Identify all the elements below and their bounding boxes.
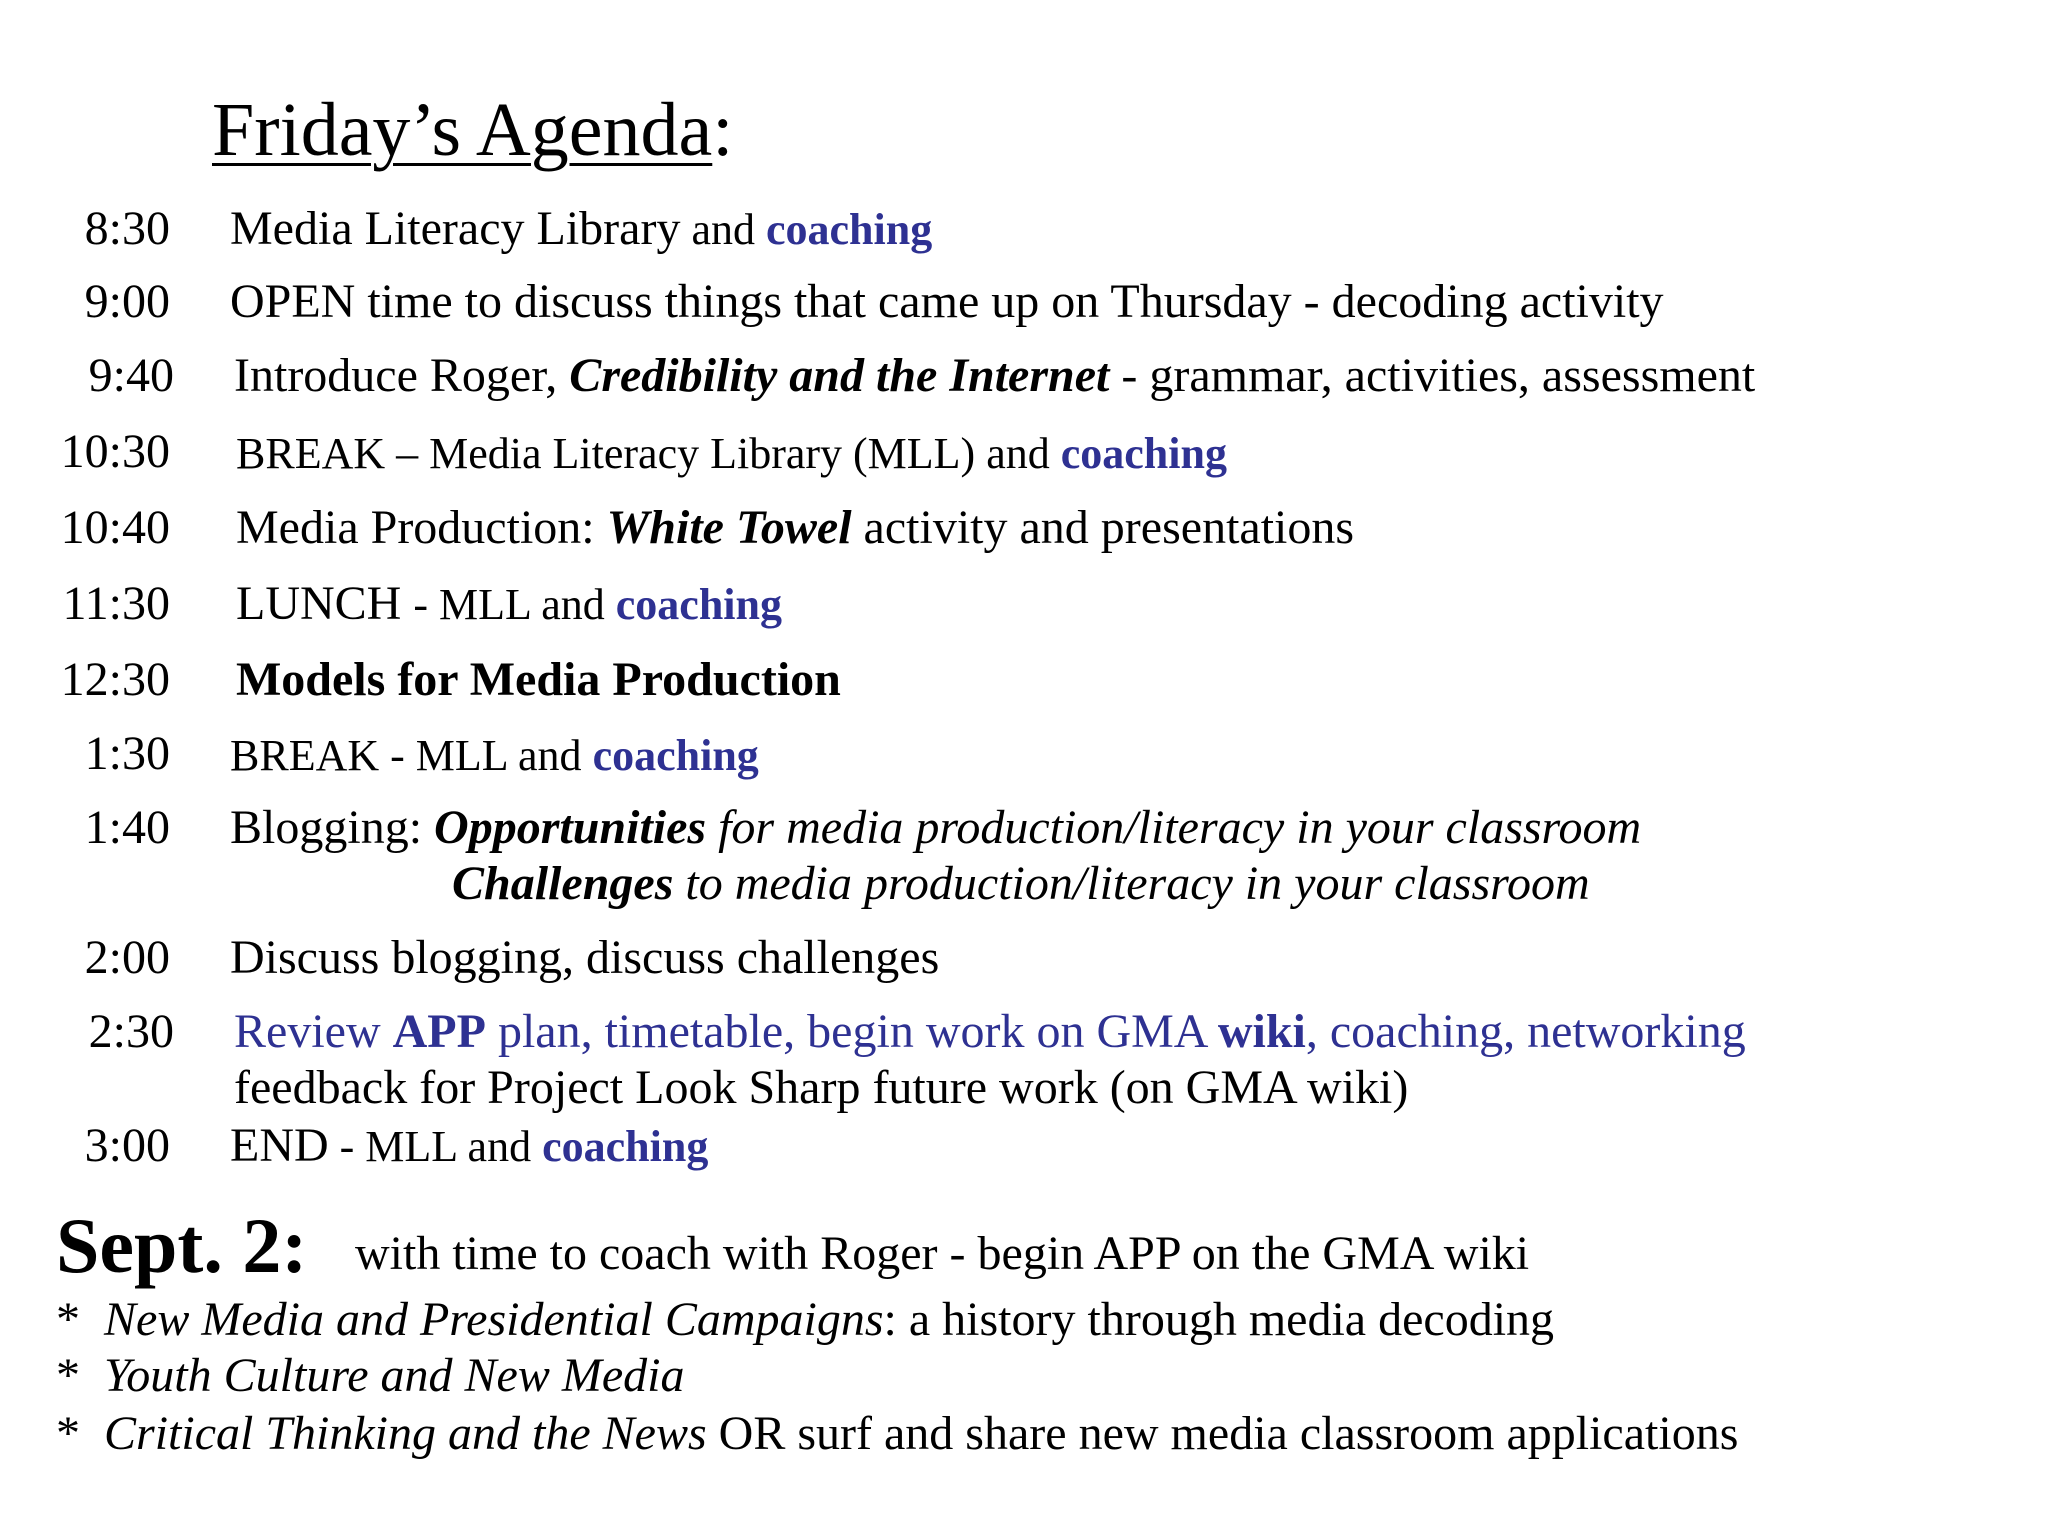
bullet-text: : a history through media decoding xyxy=(883,1293,1555,1346)
coaching-label: coaching xyxy=(615,580,782,629)
agenda-item-130 xyxy=(230,731,759,780)
coaching-label: coaching xyxy=(765,205,933,254)
agenda-text: BREAK – Media Literacy Library (MLL) and xyxy=(236,429,1061,478)
bullet-text: OR surf and share new media classroom applications xyxy=(706,1407,1739,1460)
time-1130: 11:30 xyxy=(62,577,170,630)
time-140: 1:40 xyxy=(84,801,170,854)
agenda-item-1030 xyxy=(236,429,1227,478)
page-title-colon: : xyxy=(712,88,734,172)
agenda-item-900: OPEN time to discuss things that came up on Thursday - decoding activity xyxy=(230,275,1664,328)
sept-heading: Sept. 2: xyxy=(56,1202,308,1289)
agenda-item-1230: Models for Media Production xyxy=(236,653,841,706)
app-label: APP xyxy=(392,1005,486,1058)
sept-bullet xyxy=(56,1293,1555,1346)
agenda-item-1040 xyxy=(236,501,1355,554)
agenda-item-830 xyxy=(230,202,933,255)
agenda-item-140-line2 xyxy=(452,857,1590,910)
agenda-text: Blogging: xyxy=(230,801,435,854)
agenda-title-emphasis: White Towel xyxy=(606,501,852,554)
time-130: 1:30 xyxy=(84,727,170,780)
time-300: 3:00 xyxy=(84,1119,170,1172)
bullet-title: Critical Thinking and the News xyxy=(104,1407,707,1460)
agenda-text: activity and presentations xyxy=(851,501,1355,554)
agenda-text: Introduce Roger, xyxy=(234,349,570,402)
agenda-text-italic: for media production/literacy in your classroom xyxy=(706,801,1642,854)
time-230: 2:30 xyxy=(88,1005,174,1058)
agenda-text: Review xyxy=(234,1005,393,1058)
agenda-text-italic: to media production/literacy in your classroom xyxy=(673,857,1590,910)
agenda-item-1130 xyxy=(236,577,782,630)
agenda-title-emphasis: Challenges xyxy=(452,857,674,910)
wiki-label: wiki xyxy=(1217,1005,1306,1058)
bullet-star: * xyxy=(56,1349,80,1402)
agenda-item-940 xyxy=(234,349,1756,402)
agenda-text: , coaching, networking xyxy=(1305,1005,1746,1058)
time-900: 9:00 xyxy=(84,275,170,328)
agenda-title-emphasis: Credibility and the Internet xyxy=(569,349,1110,402)
agenda-text: - grammar, activities, assessment xyxy=(1109,349,1756,402)
time-200: 2:00 xyxy=(84,931,170,984)
agenda-text: plan, timetable, begin work on GMA xyxy=(485,1005,1218,1058)
page-title xyxy=(212,88,734,172)
time-1230: 12:30 xyxy=(60,653,170,706)
coaching-label: coaching xyxy=(1060,429,1227,478)
time-1030: 10:30 xyxy=(60,425,170,478)
sept-description: with time to coach with Roger - begin APP on the GMA wiki xyxy=(355,1227,1530,1280)
coaching-label: coaching xyxy=(592,731,759,780)
agenda-item-200: Discuss blogging, discuss challenges xyxy=(230,931,940,984)
time-940: 9:40 xyxy=(88,349,174,402)
agenda-item-230-line2: feedback for Project Look Sharp future work (on GMA wiki) xyxy=(234,1061,1409,1114)
bullet-star: * xyxy=(56,1293,80,1346)
agenda-item-140 xyxy=(230,801,1642,854)
agenda-text: and xyxy=(680,205,766,254)
page-title-text: Friday’s Agenda xyxy=(212,88,713,172)
agenda-item-230 xyxy=(234,1005,1746,1058)
agenda-item-300 xyxy=(230,1119,709,1172)
bullet-star: * xyxy=(56,1407,80,1460)
agenda-text: - MLL and xyxy=(328,1122,543,1171)
agenda-title-emphasis: Opportunities xyxy=(434,801,707,854)
sept-bullet xyxy=(56,1349,685,1402)
time-1040: 10:40 xyxy=(60,501,170,554)
agenda-text: Media Literacy Library xyxy=(230,202,681,255)
agenda-text: - MLL and xyxy=(413,580,616,629)
agenda-text: BREAK - MLL and xyxy=(230,731,593,780)
agenda-text: Media Production: xyxy=(236,501,607,554)
bullet-title: New Media and Presidential Campaigns xyxy=(104,1293,884,1346)
bullet-title: Youth Culture and New Media xyxy=(104,1349,685,1402)
agenda-text: END xyxy=(230,1119,329,1172)
sept-bullet xyxy=(56,1407,1739,1460)
time-830: 8:30 xyxy=(84,202,170,255)
coaching-label: coaching xyxy=(542,1122,709,1171)
agenda-text: LUNCH xyxy=(236,577,414,630)
